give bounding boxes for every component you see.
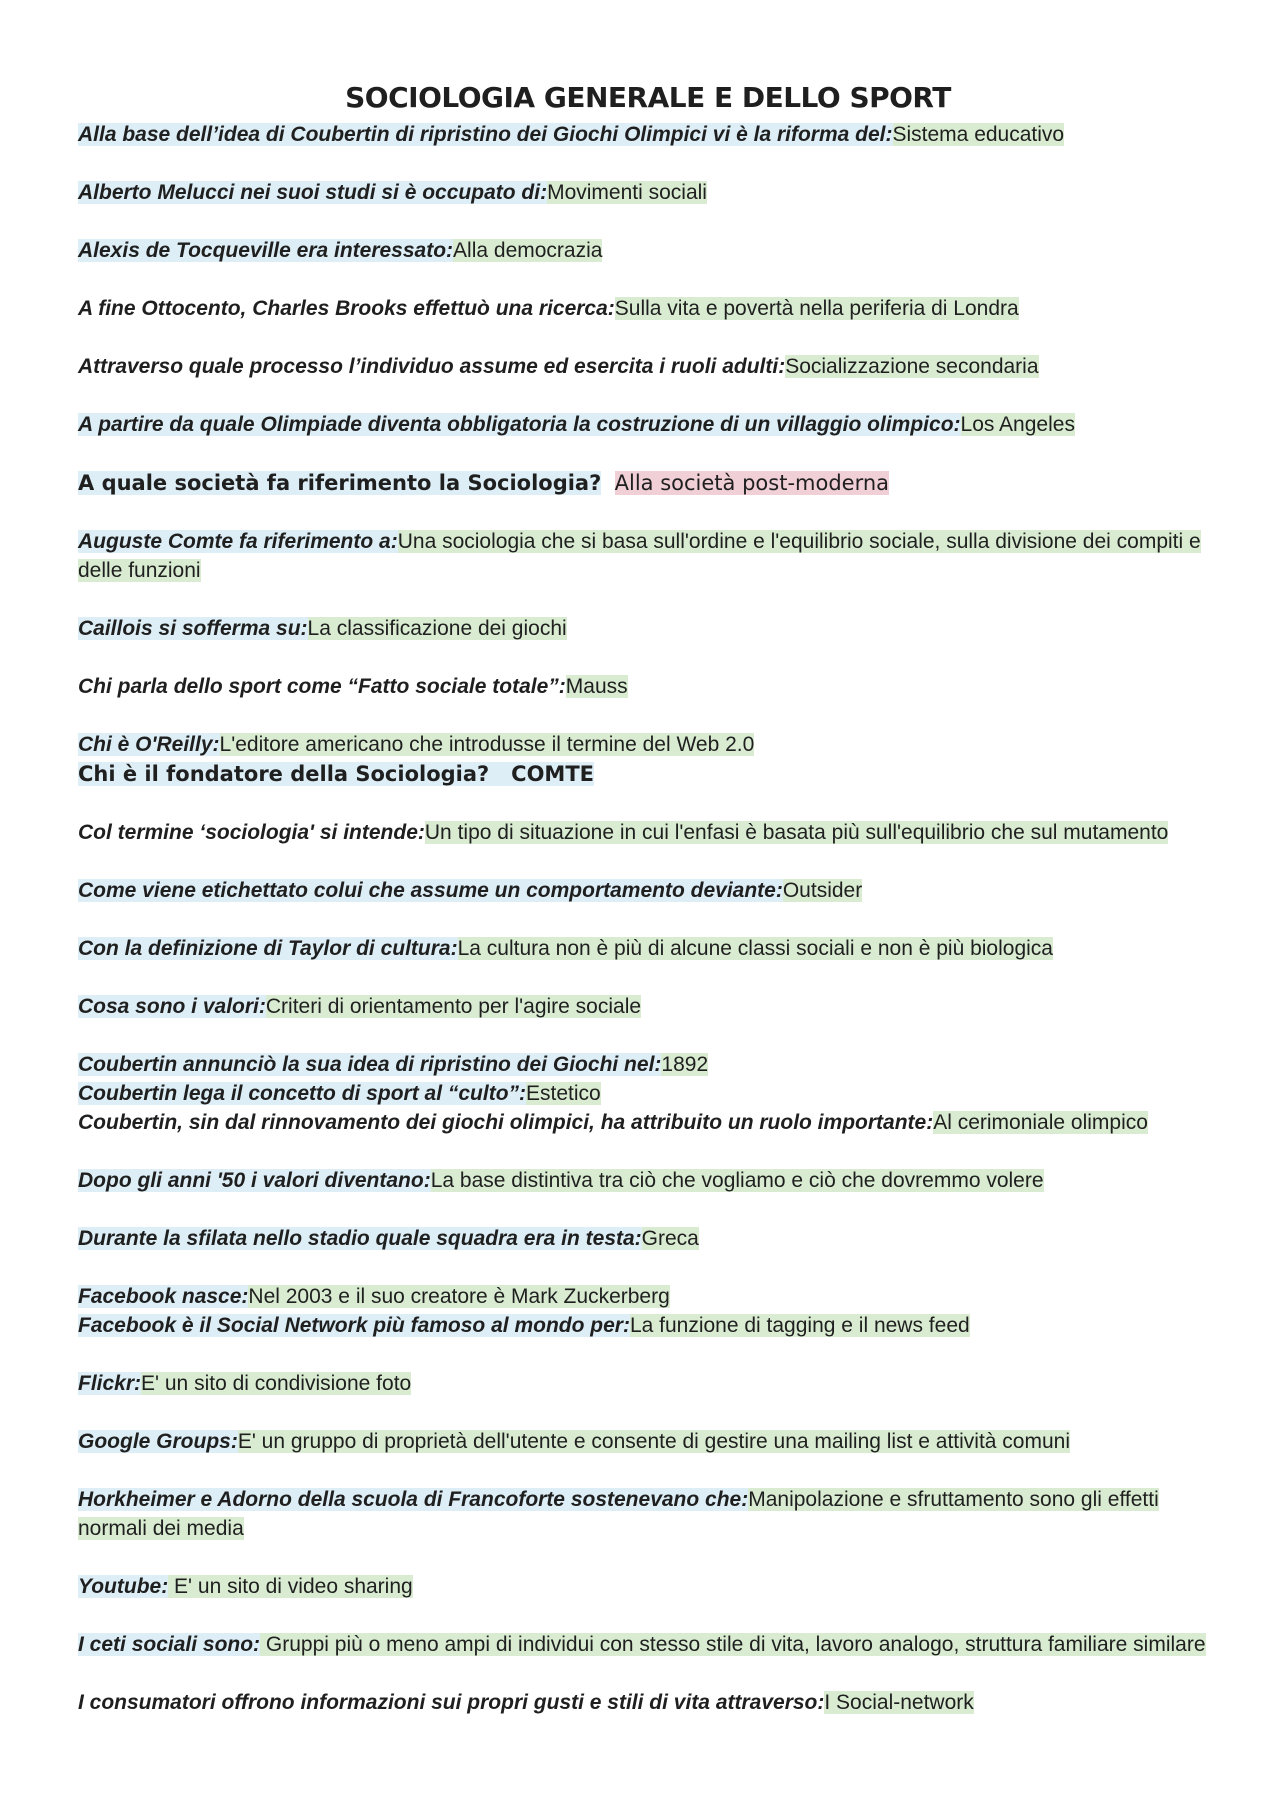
- qa-entry: [78, 1166, 1218, 1195]
- qa-entry: [78, 1572, 1218, 1601]
- question: Cosa sono i valori:: [78, 995, 266, 1018]
- question: Coubertin, sin dal rinnovamento dei giochi olimpici, ha attribuito un ruolo importante:: [78, 1111, 934, 1134]
- answer: Greca: [641, 1227, 699, 1250]
- answer: Sulla vita e povertà nella periferia di Londra: [614, 297, 1019, 320]
- answer: Outsider: [782, 879, 863, 902]
- question: Facebook è il Social Network più famoso al mondo per:: [78, 1314, 630, 1337]
- answer: Criteri di orientamento per l'agire sociale: [265, 995, 642, 1018]
- question: Chi è O'Reilly:: [78, 733, 220, 756]
- document-page: [78, 78, 1218, 1717]
- document-title: SOCIOLOGIA GENERALE E DELLO SPORT: [345, 81, 951, 114]
- answer: Mauss: [565, 675, 628, 698]
- question: Con la definizione di Taylor di cultura:: [78, 937, 458, 960]
- answer: Al cerimoniale olimpico: [933, 1111, 1148, 1134]
- answer: Estetico: [526, 1082, 601, 1105]
- qa-entry: [78, 1282, 1218, 1311]
- qa-entry: [78, 1485, 1218, 1543]
- question: Alberto Melucci nei suoi studi si è occupato di:: [78, 181, 548, 204]
- qa-entry: [78, 527, 1218, 585]
- qa-entry: [78, 1079, 1218, 1108]
- qa-entry: [78, 178, 1218, 207]
- qa-entry: [78, 1630, 1218, 1659]
- question: Chi è il fondatore della Sociologia?: [78, 762, 490, 786]
- answer: E' un sito di condivisione foto: [141, 1372, 412, 1395]
- answer: La base distintiva tra ciò che vogliamo e ciò che dovremmo volere: [430, 1169, 1044, 1192]
- answer: [489, 762, 594, 786]
- question: Coubertin annunciò la sua idea di ripristino dei Giochi nel:: [78, 1053, 662, 1076]
- qa-entry: [78, 1688, 1218, 1717]
- answer: I Social-network: [824, 1691, 974, 1714]
- question: Alexis de Tocqueville era interessato:: [78, 239, 454, 262]
- answer: Sistema educativo: [892, 123, 1065, 146]
- question: Alla base dell’idea di Coubertin di ripristino dei Giochi Olimpici vi è la riforma del:: [78, 123, 893, 146]
- question: I ceti sociali sono:: [78, 1633, 261, 1656]
- qa-entry: [78, 672, 1218, 701]
- qa-entry: [78, 1427, 1218, 1456]
- qa-entry: [78, 1050, 1218, 1079]
- qa-entry: [78, 468, 1218, 498]
- question: A quale società fa riferimento la Sociologia?: [78, 471, 602, 495]
- question: Auguste Comte fa riferimento a:: [78, 530, 398, 553]
- question: Dopo gli anni '50 i valori diventano:: [78, 1169, 431, 1192]
- question: Attraverso quale processo l’individuo assume ed esercita i ruoli adulti:: [78, 355, 786, 378]
- answer: La funzione di tagging e il news feed: [629, 1314, 970, 1337]
- qa-entry: [78, 614, 1218, 643]
- answer-text: COMTE: [511, 762, 594, 786]
- qa-entry: [78, 992, 1218, 1021]
- answer: Socializzazione secondaria: [785, 355, 1039, 378]
- answer: E' un sito di video sharing: [168, 1575, 413, 1598]
- qa-entry: [78, 1311, 1218, 1340]
- question: Facebook nasce:: [78, 1285, 249, 1308]
- qa-entry: [78, 120, 1218, 149]
- answer: Alla società post-moderna: [614, 471, 890, 495]
- answer: La cultura non è più di alcune classi sociali e non è più biologica: [457, 937, 1053, 960]
- answer: E' un gruppo di proprietà dell'utente e consente di gestire una mailing list e attività comuni: [237, 1430, 1071, 1453]
- question: Col termine ‘sociologia' si intende:: [78, 821, 425, 844]
- qa-entry: [78, 1224, 1218, 1253]
- qa-entry: [78, 294, 1218, 323]
- qa-entry: [78, 876, 1218, 905]
- question: Coubertin lega il concetto di sport al “culto”:: [78, 1082, 527, 1105]
- qa-entry: [78, 1369, 1218, 1398]
- question: A partire da quale Olimpiade diventa obbligatoria la costruzione di un villaggio olimpico:: [78, 413, 961, 436]
- answer: Un tipo di situazione in cui l'enfasi è basata più sull'equilibrio che sul mutamento: [424, 821, 1169, 844]
- answer: La classificazione dei giochi: [307, 617, 567, 640]
- qa-entry: [78, 759, 1218, 789]
- qa-entry: [78, 352, 1218, 381]
- answer: Los Angeles: [960, 413, 1075, 436]
- question: Durante la sfilata nello stadio quale squadra era in testa:: [78, 1227, 642, 1250]
- question: Caillois si sofferma su:: [78, 617, 308, 640]
- qa-entry: [78, 730, 1218, 759]
- answer: Nel 2003 e il suo creatore è Mark Zuckerberg: [248, 1285, 670, 1308]
- answer: Alla democrazia: [453, 239, 603, 262]
- qa-entry: [78, 934, 1218, 963]
- answer: L'editore americano che introdusse il termine del Web 2.0: [219, 733, 755, 756]
- answer: 1892: [661, 1053, 709, 1076]
- question: Youtube:: [78, 1575, 169, 1598]
- question: Chi parla dello sport come “Fatto sociale totale”:: [78, 675, 566, 698]
- answer: Movimenti sociali: [547, 181, 707, 204]
- question: Google Groups:: [78, 1430, 238, 1453]
- qa-entry: [78, 410, 1218, 439]
- question: Horkheimer e Adorno della scuola di Francoforte sostenevano che:: [78, 1488, 749, 1511]
- question: Flickr:: [78, 1372, 142, 1395]
- question: I consumatori offrono informazioni sui propri gusti e stili di vita attraverso:: [78, 1691, 825, 1714]
- answer: Manipolazione e sfruttamento sono gli effetti normali dei media: [78, 1488, 1159, 1540]
- qa-entry: [78, 818, 1218, 847]
- qa-entry: [78, 1108, 1218, 1137]
- question: Come viene etichettato colui che assume un comportamento deviante:: [78, 879, 783, 902]
- answer: Gruppi più o meno ampi di individui con stesso stile di vita, lavoro analogo, struttura familiare similare: [260, 1633, 1206, 1656]
- qa-entry: [78, 236, 1218, 265]
- answer: Una sociologia che si basa sull'ordine e l'equilibrio sociale, sulla divisione dei compiti e delle funzioni: [78, 530, 1201, 582]
- question: A fine Ottocento, Charles Brooks effettuò una ricerca:: [78, 297, 615, 320]
